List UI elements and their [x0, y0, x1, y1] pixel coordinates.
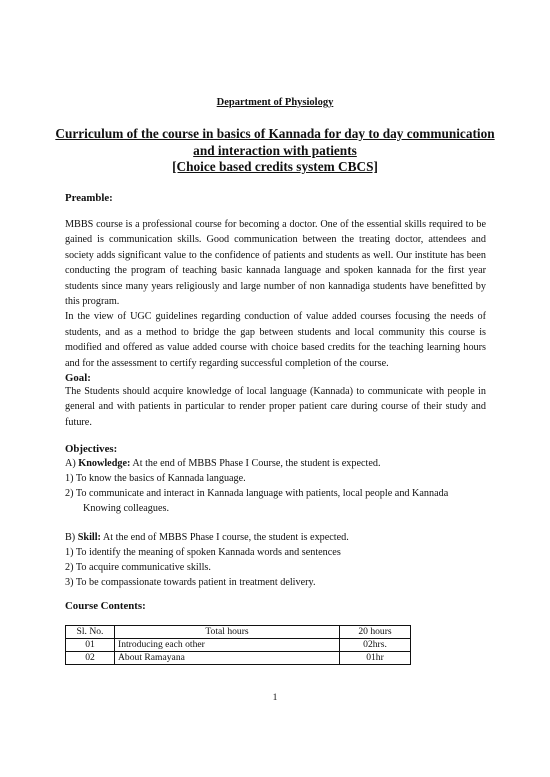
table-cell: Introducing each other — [115, 639, 340, 652]
table-header-cell: Sl. No. — [66, 626, 115, 639]
department-heading: Department of Physiology — [216, 97, 334, 108]
table-cell: 01hr — [340, 652, 411, 665]
preamble-paragraph: MBBS course is a professional course for becoming a doctor. One of the essential skills required to be gained is communication skills. Good communication between the treating doctor, attendees and society adds significant value to the confidence of patients and students as well. Our institute has been conducting the program of teaching basic kannada language and spoken kannada for the first year students since many years religiously and large number of non kannadiga students have benefitted by this program. — [65, 219, 486, 308]
table-header-cell: Total hours — [115, 626, 340, 639]
knowledge-objective — [65, 456, 495, 471]
skill-item: 3) To be compassionate towards patient in treatment delivery. — [65, 577, 316, 588]
page-number: 1 — [272, 692, 278, 703]
table-cell: About Ramayana — [115, 652, 340, 665]
knowledge-item: Knowing colleagues. — [83, 503, 170, 514]
table-header-cell: 20 hours — [340, 626, 411, 639]
skill-label: Skill: — [77, 532, 101, 543]
title-line: [Choice based credits system CBCS] — [172, 159, 378, 174]
preamble-text — [65, 217, 486, 371]
skill-objective — [65, 530, 495, 545]
table-cell: 01 — [66, 639, 115, 652]
knowledge-prefix: A) — [65, 458, 76, 469]
goal-heading: Goal: — [65, 372, 91, 384]
preamble-heading: Preamble: — [65, 192, 113, 204]
knowledge-intro: At the end of MBBS Phase I Course, the student is expected. — [130, 458, 381, 469]
table-row — [66, 639, 411, 652]
table-row — [66, 652, 411, 665]
objectives-heading: Objectives: — [65, 443, 118, 455]
table-cell: 02hrs. — [340, 639, 411, 652]
goal-text: The Students should acquire knowledge of local language (Kannada) to communicate with people in general and with patients in particular to render proper patient care during course of their study and future. — [65, 386, 486, 428]
preamble-paragraph: In the view of UGC guidelines regarding conduction of value added courses focusing the needs of students, and as a method to bridge the gap between students and local community this course is modified and offered as value added course with choice based credits for the teaching learning hours and for the assessment to certify regarding successful completion of the course. — [65, 311, 486, 369]
document-title — [40, 126, 510, 176]
knowledge-item: 2) To communicate and interact in Kannada language with patients, local people and Kannada — [65, 488, 449, 499]
skill-item: 1) To identify the meaning of spoken Kannada words and sentences — [65, 547, 341, 558]
table-cell: 02 — [66, 652, 115, 665]
title-line: and interaction with patients — [193, 142, 357, 158]
course-contents-heading: Course Contents: — [65, 600, 146, 612]
table-header-row — [66, 626, 411, 639]
title-line: Curriculum of the course in basics of Kannada for day to day communication — [55, 126, 495, 141]
course-contents-table — [65, 625, 411, 665]
skill-item: 2) To acquire communicative skills. — [65, 562, 211, 573]
knowledge-label: Knowledge: — [78, 458, 131, 469]
knowledge-item: 1) To know the basics of Kannada language. — [65, 473, 246, 484]
skill-intro: At the end of MBBS Phase I course, the student is expected. — [100, 532, 349, 543]
skill-prefix: B) — [65, 532, 76, 543]
